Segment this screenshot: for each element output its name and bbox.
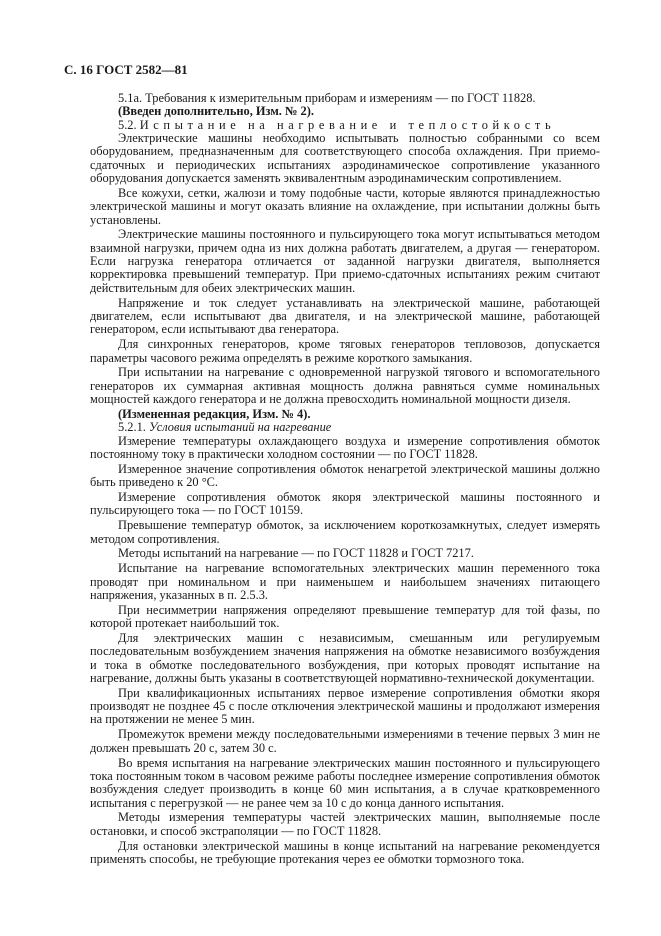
paragraph: Превышение температур обмоток, за исключением короткозамкнутых, следует измерять методом сопротивления. <box>90 518 600 546</box>
amendment-note: (Введен дополнительно, Изм. № 2). <box>118 104 314 119</box>
paragraph: Измерение сопротивления обмоток якоря электрической машины постоянного и пульсирующего тока — по ГОСТ 10159. <box>90 489 600 518</box>
paragraph: При квалификационных испытаниях первое измерение сопротивления обмотки якоря производят не позднее 45 с после отключения электрической машины и продолжают измерения на протяжении не менее 5 мин. <box>90 685 600 727</box>
subsection-number: 5.2.1. <box>118 420 149 435</box>
paragraph: Для электрических машин с независимым, смешанным или регулируемым последовательным возбуждением значения напряжения на обмотке независимого возбуждения и тока в обмотке последовательного возбуждения, при которых проводят испытание на нагревание, должны быть указаны в соответствующей нормативно-технической документации. <box>90 630 600 685</box>
paragraph: Промежуток времени между последовательными измерениями в течение первых 3 мин не должен превышать 20 с, затем 30 с. <box>90 727 600 755</box>
section-title: Испытание на нагревание и теплостойкость <box>139 117 556 132</box>
paragraph: Для остановки электрической машины в конце испытаний на нагревание рекомендуется применять способы, не требующие протекания через ее обмотки тормозного тока. <box>90 838 600 866</box>
paragraph: 5.1а. Требования к измерительным приборам и измерениям — по ГОСТ 11828. <box>118 91 536 105</box>
document-body <box>90 92 600 868</box>
subsection-title: Условия испытаний на нагревание <box>148 420 332 435</box>
paragraph: Методы измерения температуры частей электрических машин, выполняемые после остановки, и способ экстраполяции — по ГОСТ 11828. <box>90 810 600 838</box>
paragraph: При несимметрии напряжения определяют превышение температур для той фазы, по которой протекает наибольший ток. <box>90 602 600 631</box>
paragraph: Электрические машины постоянного и пульсирующего тока могут испытываться методом взаимной нагрузки, причем одна из них должна работать двигателем, а другая — генератором. Если нагрузка генератора отличается от заданной нагрузки двигателя, выполняется корректировка превышений температур. При приемо-сдаточных испытаниях режим считают действительным для обеих электрических машин. <box>90 227 600 295</box>
subsection-heading <box>90 421 600 434</box>
paragraph: Электрические машины необходимо испытывать полностью собранными со всем оборудованием, предназначенным для соответствующего способа охлаждения. При приемо-сдаточных и периодических испытаниях аэродинамическое сопротивление указанного оборудования допускается заменять эквивалентным аэродинамическим сопротивлением. <box>90 131 600 186</box>
section-heading <box>90 119 600 132</box>
paragraph: Напряжение и ток следует устанавливать на электрической машине, работающей двигателем, если испытывают два двигателя, и на электрической машине, работающей генератором, если испытывают два генератора. <box>90 295 600 337</box>
paragraph: Измеренное значение сопротивления обмоток ненагретой электрической машины должно быть приведено к 20 °С. <box>90 461 600 490</box>
section-number: 5.2. <box>118 117 140 132</box>
page-header: С. 16 ГОСТ 2582—81 <box>64 62 188 77</box>
paragraph: Методы испытаний на нагревание — по ГОСТ 11828 и ГОСТ 7217. <box>118 546 474 561</box>
paragraph: Испытание на нагревание вспомогательных электрических машин переменного тока проводят при номинальном и при наименьшем и наибольшем значениях питающего напряжения, указанных в п. 2.5.3. <box>90 561 600 602</box>
paragraph: Измерение температуры охлаждающего воздуха и измерение сопротивления обмоток постоянному току в практически холодном состоянии — по ГОСТ 11828. <box>90 433 600 461</box>
paragraph: При испытании на нагревание с одновременной нагрузкой тягового и вспомогательного генераторов их суммарная активная мощность должна равняться сумме номинальных мощностей каждого генератора и не должна превосходить номинальной мощности дизеля. <box>90 365 600 407</box>
amendment-note: (Измененная редакция, Изм. № 4). <box>118 406 311 421</box>
paragraph: Во время испытания на нагревание электрических машин постоянного и пульсирующего тока постоянным током в часовом режиме работы последнее измерение сопротивления обмоток возбуждения следует производить в конце 60 мин испытания, а в случае кратковременного испытания с перегрузкой — не ранее чем за 10 с до конца данного испытания. <box>90 755 600 810</box>
paragraph: Для синхронных генераторов, кроме тяговых генераторов тепловозов, допускается параметры часового режима определять в режиме короткого замыкания. <box>90 337 600 365</box>
paragraph: Все кожухи, сетки, жалюзи и тому подобные части, которые являются принадлежностью электрической машины и могут оказать влияние на охлаждение, при испытании должны быть установлены. <box>90 185 600 227</box>
